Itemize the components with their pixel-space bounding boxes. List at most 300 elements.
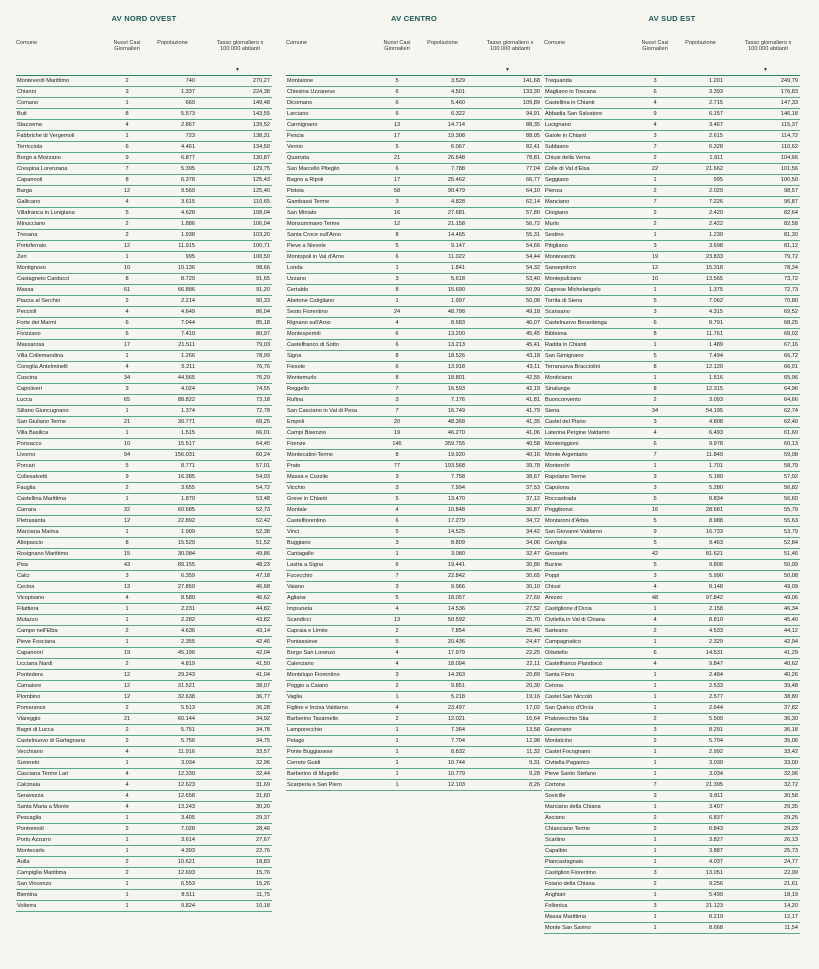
cell-comune: Certaldo xyxy=(287,287,309,293)
cell-tasso: 8,26 xyxy=(529,782,540,788)
cell-tasso: 41,06 xyxy=(526,430,540,436)
cell-tasso: 43,18 xyxy=(526,353,540,359)
cell-tasso: 39,48 xyxy=(784,683,798,689)
sort-arrow-icon[interactable]: ▼ xyxy=(763,67,768,73)
table-row xyxy=(16,439,272,450)
cell-nuovi-casi: 3 xyxy=(395,276,399,282)
table-row xyxy=(16,406,272,417)
cell-nuovi-casi: 3 xyxy=(653,309,657,315)
cell-nuovi-casi: 8 xyxy=(395,232,399,238)
cell-tasso: 100,71 xyxy=(252,243,270,249)
cell-popolazione: 9.569 xyxy=(181,188,195,194)
cell-tasso: 49,18 xyxy=(526,309,540,315)
cell-popolazione: 15.690 xyxy=(447,287,465,293)
cell-comune: Villa Collemandina xyxy=(17,353,64,359)
cell-popolazione: 6.328 xyxy=(709,144,723,150)
table-row xyxy=(286,274,542,285)
cell-nuovi-casi: 3 xyxy=(653,419,657,425)
cell-tasso: 100,50 xyxy=(252,254,270,260)
table-row xyxy=(286,219,542,230)
header-tasso[interactable]: Tasso giornaliero x 100.000 abitanti xyxy=(744,40,792,53)
cell-tasso: 34,42 xyxy=(526,529,540,535)
cell-popolazione: 5.280 xyxy=(709,485,723,491)
cell-popolazione: 9.463 xyxy=(709,540,723,546)
cell-nuovi-casi: 1 xyxy=(125,837,129,843)
table-row xyxy=(544,362,800,373)
table-row xyxy=(544,714,800,725)
cell-tasso: 45,40 xyxy=(784,617,798,623)
table-row xyxy=(286,670,542,681)
cell-comune: Roccastrada xyxy=(545,496,577,502)
cell-nuovi-casi: 7 xyxy=(395,408,399,414)
cell-popolazione: 21.123 xyxy=(705,903,723,909)
cell-tasso: 88,05 xyxy=(526,133,540,139)
table-row xyxy=(286,758,542,769)
cell-tasso: 46,68 xyxy=(256,584,270,590)
table-row xyxy=(286,505,542,516)
cell-nuovi-casi: 1 xyxy=(395,298,399,304)
cell-nuovi-casi: 4 xyxy=(395,507,399,513)
cell-tasso: 41,50 xyxy=(256,661,270,667)
table-row xyxy=(16,901,272,912)
cell-comune: Barberino Tavarnelle xyxy=(287,716,339,722)
cell-nuovi-casi: 1 xyxy=(125,892,129,898)
table-row xyxy=(16,175,272,186)
cell-comune: Capoliveri xyxy=(17,386,42,392)
cell-tasso: 55,63 xyxy=(784,518,798,524)
cell-tasso: 24,77 xyxy=(784,859,798,865)
table-row xyxy=(16,241,272,252)
cell-tasso: 42,46 xyxy=(256,639,270,645)
cell-tasso: 37,12 xyxy=(526,496,540,502)
cell-comune: Chiesina Uzzanese xyxy=(287,89,336,95)
cell-comune: Uzzano xyxy=(287,276,306,282)
cell-nuovi-casi: 7 xyxy=(125,166,129,172)
cell-nuovi-casi: 12 xyxy=(123,518,131,524)
cell-popolazione: 2.029 xyxy=(709,188,723,194)
cell-nuovi-casi: 1 xyxy=(395,771,399,777)
cell-tasso: 52,73 xyxy=(256,507,270,513)
cell-nuovi-casi: 13 xyxy=(393,617,401,623)
cell-popolazione: 2.867 xyxy=(181,122,195,128)
table-row xyxy=(16,384,272,395)
table-row xyxy=(544,318,800,329)
cell-nuovi-casi: 8 xyxy=(653,331,657,337)
cell-nuovi-casi: 1 xyxy=(395,694,399,700)
cell-comune: Vinci xyxy=(287,529,300,535)
cell-tasso: 55,31 xyxy=(526,232,540,238)
cell-popolazione: 8.810 xyxy=(709,617,723,623)
cell-popolazione: 6.157 xyxy=(709,111,723,117)
cell-comune: Dicomano xyxy=(287,100,313,106)
table-row xyxy=(286,692,542,703)
cell-tasso: 70,80 xyxy=(784,298,798,304)
cell-tasso: 46,62 xyxy=(256,595,270,601)
cell-popolazione: 13.200 xyxy=(447,331,465,337)
cell-tasso: 101,56 xyxy=(780,166,798,172)
table-row xyxy=(286,131,542,142)
cell-comune: San Gimignano xyxy=(545,353,584,359)
cell-popolazione: 3.467 xyxy=(709,122,723,128)
cell-nuovi-casi: 3 xyxy=(653,243,657,249)
cell-tasso: 24,47 xyxy=(526,639,540,645)
table-row xyxy=(544,230,800,241)
table-row xyxy=(544,219,800,230)
cell-popolazione: 1.515 xyxy=(181,430,195,436)
cell-popolazione: 18.801 xyxy=(447,375,465,381)
cell-popolazione: 8.834 xyxy=(709,496,723,502)
cell-tasso: 41,81 xyxy=(526,397,540,403)
cell-comune: Rosignano Marittimo xyxy=(17,551,69,557)
cell-tasso: 66,77 xyxy=(526,177,540,183)
cell-popolazione: 2.214 xyxy=(181,298,195,304)
cell-tasso: 15,76 xyxy=(256,870,270,876)
cell-popolazione: 6.378 xyxy=(181,177,195,183)
cell-popolazione: 89.155 xyxy=(177,562,195,568)
cell-popolazione: 2.355 xyxy=(181,639,195,645)
cell-nuovi-casi: 2 xyxy=(653,826,657,832)
table-row xyxy=(16,626,272,637)
cell-comune: Mulazzo xyxy=(17,617,38,623)
cell-popolazione: 26.648 xyxy=(447,155,465,161)
table-row xyxy=(286,417,542,428)
cell-nuovi-casi: 1 xyxy=(125,760,129,766)
cell-nuovi-casi: 2 xyxy=(653,155,657,161)
cell-tasso: 68,25 xyxy=(256,419,270,425)
cell-nuovi-casi: 5 xyxy=(125,210,129,216)
cell-comune: Murlo xyxy=(545,221,559,227)
cell-nuovi-casi: 1 xyxy=(653,705,657,711)
cell-popolazione: 48.798 xyxy=(447,309,465,315)
cell-nuovi-casi: 1 xyxy=(653,848,657,854)
table-row xyxy=(544,670,800,681)
table-row xyxy=(16,769,272,780)
cell-nuovi-casi: 3 xyxy=(653,133,657,139)
table-row xyxy=(544,681,800,692)
table-row xyxy=(16,329,272,340)
cell-popolazione: 8.291 xyxy=(709,727,723,733)
cell-tasso: 42,04 xyxy=(256,650,270,656)
cell-tasso: 74,55 xyxy=(256,386,270,392)
cell-tasso: 50,08 xyxy=(526,298,540,304)
cell-popolazione: 15.318 xyxy=(705,265,723,271)
panel-av-centro xyxy=(286,12,542,791)
cell-popolazione: 23.833 xyxy=(705,254,723,260)
cell-popolazione: 66.886 xyxy=(177,287,195,293)
table-row xyxy=(286,318,542,329)
cell-popolazione: 28.681 xyxy=(705,507,723,513)
cell-tasso: 32,72 xyxy=(784,782,798,788)
cell-nuovi-casi: 10 xyxy=(651,276,659,282)
table-row xyxy=(544,659,800,670)
table-row xyxy=(286,461,542,472)
cell-tasso: 35,06 xyxy=(784,738,798,744)
cell-tasso: 149,48 xyxy=(252,100,270,106)
cell-popolazione: 2.158 xyxy=(709,606,723,612)
table-row xyxy=(286,714,542,725)
cell-tasso: 27,67 xyxy=(256,837,270,843)
table-row xyxy=(16,604,272,615)
table-row xyxy=(544,692,800,703)
cell-popolazione: 2.420 xyxy=(709,210,723,216)
cell-nuovi-casi: 5 xyxy=(395,529,399,535)
cell-popolazione: 8.809 xyxy=(451,540,465,546)
cell-nuovi-casi: 8 xyxy=(653,364,657,370)
table-row xyxy=(16,318,272,329)
cell-nuovi-casi: 2 xyxy=(125,221,129,227)
cell-tasso: 62,74 xyxy=(784,408,798,414)
cell-comune: Lamporecchio xyxy=(287,727,323,733)
cell-tasso: 59,08 xyxy=(784,452,798,458)
table-row xyxy=(544,461,800,472)
cell-tasso: 22,11 xyxy=(526,661,540,667)
cell-nuovi-casi: 8 xyxy=(653,386,657,392)
cell-tasso: 56,72 xyxy=(526,221,540,227)
cell-popolazione: 3.405 xyxy=(181,815,195,821)
cell-comune: San Vincenzo xyxy=(17,881,52,887)
sort-arrow-icon[interactable]: ▼ xyxy=(505,67,510,73)
cell-popolazione: 4.315 xyxy=(709,309,723,315)
cell-tasso: 104,66 xyxy=(780,155,798,161)
sort-arrow-icon[interactable]: ▼ xyxy=(235,67,240,73)
cell-tasso: 34,75 xyxy=(256,738,270,744)
table-row xyxy=(16,230,272,241)
cell-tasso: 12,98 xyxy=(526,738,540,744)
cell-tasso: 16,64 xyxy=(526,716,540,722)
cell-nuovi-casi: 3 xyxy=(395,485,399,491)
table-row xyxy=(16,582,272,593)
table-row xyxy=(286,571,542,582)
cell-popolazione: 4.828 xyxy=(451,199,465,205)
cell-comune: Minucciano xyxy=(17,221,46,227)
cell-nuovi-casi: 6 xyxy=(395,331,399,337)
cell-nuovi-casi: 1 xyxy=(395,551,399,557)
header-nuovi-casi: Nuovi Casi Giornalieri xyxy=(383,40,411,53)
cell-comune: Castelfranco di Sotto xyxy=(287,342,339,348)
table-row xyxy=(16,274,272,285)
cell-tasso: 10,18 xyxy=(256,903,270,909)
cell-nuovi-casi: 4 xyxy=(653,100,657,106)
table-row xyxy=(544,725,800,736)
cell-popolazione: 1.266 xyxy=(181,353,195,359)
cell-tasso: 32,96 xyxy=(784,771,798,777)
header-tasso[interactable]: Tasso giornaliero x 100.000 abitanti xyxy=(486,40,534,53)
cell-popolazione: 5.990 xyxy=(709,573,723,579)
cell-tasso: 38,07 xyxy=(256,683,270,689)
cell-popolazione: 9.847 xyxy=(709,661,723,667)
table-row xyxy=(16,428,272,439)
cell-nuovi-casi: 1 xyxy=(125,881,129,887)
table-row xyxy=(286,142,542,153)
table-row xyxy=(286,109,542,120)
cell-tasso: 38,67 xyxy=(526,474,540,480)
cell-tasso: 43,11 xyxy=(526,364,540,370)
cell-nuovi-casi: 17 xyxy=(123,342,131,348)
panel-title: AV SUD EST xyxy=(648,14,696,23)
cell-nuovi-casi: 19 xyxy=(393,430,401,436)
cell-tasso: 90,33 xyxy=(256,298,270,304)
table-row xyxy=(544,769,800,780)
cell-popolazione: 3.080 xyxy=(451,551,465,557)
cell-tasso: 62,14 xyxy=(526,199,540,205)
cell-comune: Suvereto xyxy=(17,760,40,766)
cell-comune: Figline e Incisa Valdarno xyxy=(287,705,348,711)
panel-title: AV CENTRO xyxy=(391,14,437,23)
cell-tasso: 57,92 xyxy=(784,474,798,480)
table-row xyxy=(16,208,272,219)
cell-popolazione: 23.497 xyxy=(447,705,465,711)
cell-popolazione: 5.704 xyxy=(709,738,723,744)
cell-comune: Piombino xyxy=(17,694,41,700)
cell-popolazione: 19.308 xyxy=(447,133,465,139)
table-row xyxy=(16,615,272,626)
cell-tasso: 78,99 xyxy=(256,353,270,359)
cell-nuovi-casi: 8 xyxy=(395,353,399,359)
cell-popolazione: 5.573 xyxy=(181,111,195,117)
cell-comune: Marciana Marina xyxy=(17,529,59,535)
cell-comune: Signa xyxy=(287,353,302,359)
cell-tasso: 58,79 xyxy=(784,463,798,469)
cell-nuovi-casi: 2 xyxy=(125,870,129,876)
cell-comune: Quarrata xyxy=(287,155,310,161)
table-row xyxy=(544,208,800,219)
cell-popolazione: 90.479 xyxy=(447,188,465,194)
cell-comune: Seggiano xyxy=(545,177,569,183)
cell-nuovi-casi: 21 xyxy=(123,716,131,722)
cell-comune: Montalcino xyxy=(545,738,573,744)
cell-tasso: 53,48 xyxy=(256,496,270,502)
cell-popolazione: 13.470 xyxy=(447,496,465,502)
cell-nuovi-casi: 3 xyxy=(653,573,657,579)
cell-popolazione: 3.827 xyxy=(709,837,723,843)
cell-nuovi-casi: 4 xyxy=(395,320,399,326)
cell-popolazione: 45.196 xyxy=(177,650,195,656)
table-row xyxy=(544,593,800,604)
cell-tasso: 36,28 xyxy=(256,705,270,711)
table-row xyxy=(544,604,800,615)
cell-nuovi-casi: 1 xyxy=(653,804,657,810)
cell-nuovi-casi: 13 xyxy=(393,122,401,128)
cell-tasso: 36,18 xyxy=(784,727,798,733)
table-row xyxy=(16,76,272,87)
cell-comune: Filattiera xyxy=(17,606,39,612)
cell-popolazione: 7.758 xyxy=(451,474,465,480)
cell-tasso: 9,31 xyxy=(529,760,540,766)
cell-nuovi-casi: 3 xyxy=(653,485,657,491)
table-row xyxy=(16,527,272,538)
cell-nuovi-casi: 1 xyxy=(653,232,657,238)
cell-popolazione: 7.364 xyxy=(451,727,465,733)
cell-nuovi-casi: 1 xyxy=(653,639,657,645)
cell-popolazione: 31.521 xyxy=(177,683,195,689)
cell-tasso: 115,37 xyxy=(781,122,798,128)
cell-comune: Grosseto xyxy=(545,551,568,557)
cell-comune: Piancastagnaio xyxy=(545,859,584,865)
cell-popolazione: 15.517 xyxy=(177,441,195,447)
cell-tasso: 91,20 xyxy=(256,287,270,293)
cell-tasso: 57,01 xyxy=(256,463,270,469)
cell-nuovi-casi: 4 xyxy=(125,309,129,315)
cell-comune: Prato xyxy=(287,463,301,469)
cell-popolazione: 60.685 xyxy=(177,507,195,513)
table-row xyxy=(544,164,800,175)
cell-comune: Montecatini-Terme xyxy=(287,452,334,458)
cell-nuovi-casi: 4 xyxy=(395,650,399,656)
table-row xyxy=(16,659,272,670)
cell-tasso: 64,45 xyxy=(256,441,270,447)
cell-popolazione: 4.649 xyxy=(181,309,195,315)
cell-popolazione: 2.644 xyxy=(709,705,723,711)
table-row xyxy=(16,835,272,846)
table-header xyxy=(16,40,272,75)
cell-comune: Seravezza xyxy=(17,793,44,799)
cell-nuovi-casi: 2 xyxy=(653,881,657,887)
cell-tasso: 31,69 xyxy=(256,782,270,788)
header-tasso[interactable]: Tasso giornaliero x 100.000 abitanti xyxy=(216,40,264,53)
table-row xyxy=(16,714,272,725)
cell-popolazione: 5.751 xyxy=(181,727,195,733)
cell-tasso: 20,30 xyxy=(526,683,540,689)
cell-tasso: 66,01 xyxy=(256,430,270,436)
cell-nuovi-casi: 3 xyxy=(395,474,399,480)
cell-popolazione: 1.337 xyxy=(181,89,195,95)
cell-comune: Ponte Buggianese xyxy=(287,749,333,755)
cell-nuovi-casi: 1 xyxy=(125,408,129,414)
cell-nuovi-casi: 1 xyxy=(395,760,399,766)
cell-nuovi-casi: 16 xyxy=(651,507,659,513)
panel-title: AV NORD OVEST xyxy=(111,14,177,23)
cell-tasso: 130,87 xyxy=(252,155,270,161)
table-row xyxy=(286,637,542,648)
table-row xyxy=(544,879,800,890)
table-row xyxy=(286,329,542,340)
table-row xyxy=(286,362,542,373)
table-row xyxy=(544,417,800,428)
cell-tasso: 52,42 xyxy=(256,518,270,524)
cell-tasso: 54,93 xyxy=(256,474,270,480)
table-row xyxy=(544,120,800,131)
cell-comune: Buti xyxy=(17,111,27,117)
cell-tasso: 85,18 xyxy=(256,320,270,326)
table-row xyxy=(16,868,272,879)
cell-popolazione: 4.819 xyxy=(181,661,195,667)
cell-comune: Chiusi xyxy=(545,584,561,590)
cell-nuovi-casi: 4 xyxy=(125,122,129,128)
table-row xyxy=(286,153,542,164)
cell-nuovi-casi: 4 xyxy=(125,771,129,777)
cell-tasso: 82,64 xyxy=(784,210,798,216)
cell-comune: Pieve Fosciana xyxy=(17,639,56,645)
cell-tasso: 69,52 xyxy=(784,309,798,315)
cell-comune: Carrara xyxy=(17,507,36,513)
cell-popolazione: 8.219 xyxy=(709,914,723,920)
cell-comune: Pontassieve xyxy=(287,639,318,645)
cell-comune: Buggiano xyxy=(287,540,311,546)
table-body xyxy=(544,76,800,934)
table-row xyxy=(286,296,542,307)
header-comune: Comune xyxy=(286,40,308,46)
cell-comune: Pieve a Nievole xyxy=(287,243,326,249)
cell-popolazione: 12.693 xyxy=(177,870,195,876)
cell-popolazione: 8.729 xyxy=(181,276,195,282)
cell-nuovi-casi: 2 xyxy=(125,859,129,865)
table-row xyxy=(16,791,272,802)
cell-tasso: 38,80 xyxy=(784,694,798,700)
cell-tasso: 14,20 xyxy=(784,903,798,909)
cell-tasso: 17,02 xyxy=(526,705,540,711)
cell-comune: Firenze xyxy=(287,441,306,447)
cell-popolazione: 54.195 xyxy=(705,408,723,414)
